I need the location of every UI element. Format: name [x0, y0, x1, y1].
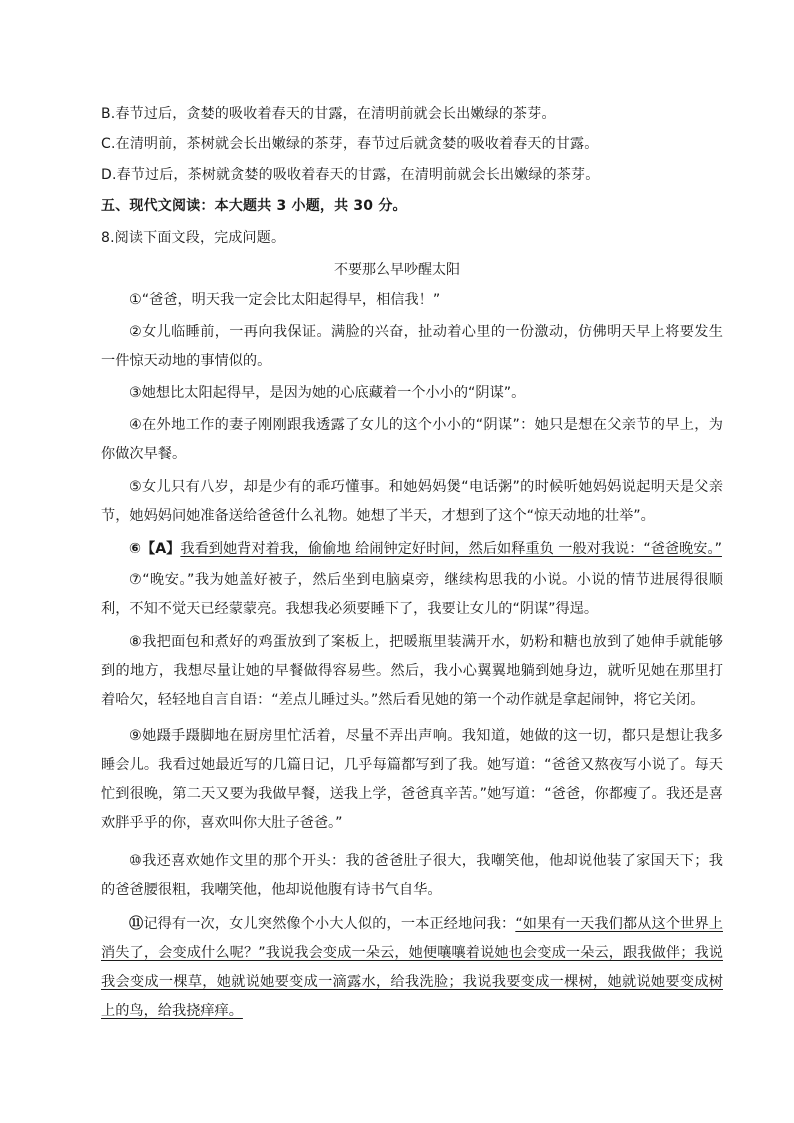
- option-d: D.春节过后，茶树就贪婪的吸收着春天的甘露，在清明前就会长出嫩绿的茶芽。: [101, 167, 600, 183]
- paragraph-1: ①“爸爸，明天我一定会比太阳起得早，相信我！”: [129, 292, 441, 308]
- paragraph-3: ③她想比太阳起得早，是因为她的心底藏着一个小小的“阴谋”。: [129, 385, 526, 401]
- paragraph-11: [101, 910, 723, 1026]
- option-b: B.春节过后，贪婪的吸收着春天的甘露，在清明前就会长出嫩绿的茶芽。: [101, 106, 556, 122]
- paragraph-11-underlined-text: “如果有一天我们都从这个世界上消失了，会变成什么呢？”我说我会变成一朵云，她便嚷嚷着说她也会变成一朵云，跟我做伴；我说我会变成一棵草，她就说她要变成一滴露水，给我洗脸；我说我要变成一棵树，她就说她要变成树上的鸟，给我挠痒痒。: [101, 916, 723, 1019]
- article-title: 不要那么早吵醒太阳: [334, 262, 460, 278]
- paragraph-9: ⑨她蹑手蹑脚地在厨房里忙活着，尽量不弄出声响。我知道，她做的这一切，都只是想让我多睡会儿。我看过她最近写的几篇日记，几乎每篇都写到了我。她写道：“爸爸又熬夜写小说了。每天忙到很晚，第二天又要为我做早餐，送我上学，爸爸真辛苦。”她写道：“爸爸，你都瘦了。我还是喜欢胖乎乎的你，喜欢叫你大肚子爸爸。”: [101, 728, 723, 831]
- paragraph-4: ④在外地工作的妻子刚刚跟我透露了女儿的这个小小的“阴谋”：她只是想在父亲节的早上，为你做次早餐。: [101, 417, 723, 462]
- paragraph-11-intro: 记得有一次，女儿突然像个小大人似的，一本正经地问我：: [143, 916, 516, 932]
- paragraph-6-label: ⑥【A】: [129, 541, 181, 557]
- section-heading: 五、现代文阅读：本大题共 3 小题，共 30 分。: [101, 198, 407, 214]
- paragraph-11-number: ⑪: [129, 916, 144, 932]
- paragraph-5: ⑤女儿只有八岁，却是少有的乖巧懂事。和她妈妈煲“电话粥”的时候听她妈妈说起明天是父亲节，她妈妈问她准备送给爸爸什么礼物。她想了半天，才想到了这个“惊天动地的壮举”。: [101, 479, 723, 524]
- paragraph-6: [101, 535, 723, 564]
- question-prompt: 8.阅读下面文段，完成问题。: [101, 230, 286, 246]
- paragraph-2: ②女儿临睡前，一再向我保证。满脸的兴奋，扯动着心里的一份激动，仿佛明天早上将要发生一件惊天动地的事情似的。: [101, 324, 723, 369]
- option-c: C.在清明前，茶树就会长出嫩绿的茶芽，春节过后就贪婪的吸收着春天的甘露。: [101, 136, 599, 152]
- paragraph-8: ⑧我把面包和煮好的鸡蛋放到了案板上，把暖瓶里装满开水，奶粉和糖也放到了她伸手就能够到的地方，我想尽量让她的早餐做得容易些。然后，我小心翼翼地躺到她身边，就听见她在那里打着哈欠，轻轻地自言自语：“差点儿睡过头。”然后看见她的第一个动作就是拿起闹钟，将它关闭。: [101, 634, 723, 708]
- paragraph-10: ⑩我还喜欢她作文里的那个开头：我的爸爸肚子很大，我嘲笑他，他却说他装了家国天下；我的爸爸腰很粗，我嘲笑他，他却说他腹有诗书气自华。: [101, 853, 723, 898]
- paragraph-7: ⑦“晚安。”我为她盖好被子，然后坐到电脑桌旁，继续构思我的小说。小说的情节进展得很顺利，不知不觉天已经蒙蒙亮。我想我必须要睡下了，我要让女儿的“阴谋”得逞。: [101, 572, 723, 617]
- paragraph-6-underlined-text: 我看到她背对着我，偷偷地 给闹钟定好时间，然后如释重负 一般对我说：“爸爸晚安。”: [180, 541, 722, 557]
